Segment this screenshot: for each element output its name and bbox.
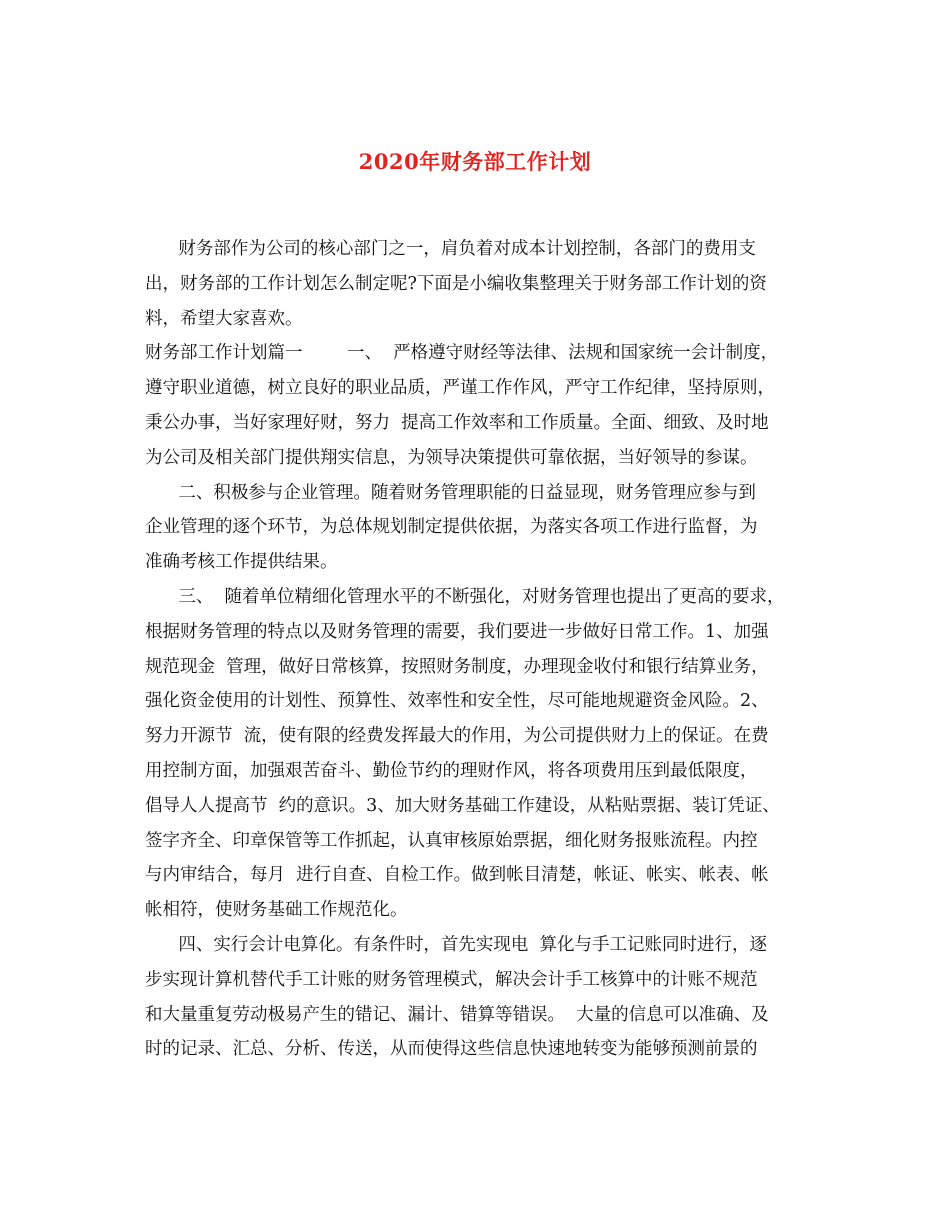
text-line: 财务部作为公司的核心部门之一，肩负着对成本计划控制，各部门的费用支 <box>145 239 756 259</box>
text-line: 努力开源节 流，使有限的经费发挥最大的作用，为公司提供财力上的保证。在费 <box>145 726 769 747</box>
text-line: 料，希望大家喜欢。 <box>145 308 303 329</box>
text-line: 三、 随着单位精细化管理水平的不断强化，对财务管理也提出了更高的要求， <box>145 586 785 607</box>
text-line: 二、积极参与企业管理。随着财务管理职能的日益显现，财务管理应参与到 <box>145 482 756 503</box>
text-line: 用控制方面，加强艰苦奋斗、勤俭节约的理财作风，将各项费用压到最低限度， <box>145 760 758 781</box>
text-line: 根据财务管理的特点以及财务管理的需要，我们要进一步做好日常工作。1、加强 <box>145 621 769 642</box>
text-line: 帐相符，使财务基础工作规范化。 <box>145 900 408 921</box>
text-line: 四、实行会计电算化。有条件时，首先实现电 算化与手工记账同时进行，逐 <box>145 934 767 955</box>
text-line: 遵守职业道德，树立良好的职业品质，严谨工作作风，严守工作纪律，坚持原则， <box>145 378 775 399</box>
text-line: 强化资金使用的计划性、预算性、效率性和安全性，尽可能地规避资金风险。2、 <box>145 691 769 712</box>
text-line: 时的记录、汇总、分析、传送，从而使得这些信息快速地转变为能够预测前景的 <box>145 1039 758 1060</box>
body-text <box>145 232 825 1067</box>
text-line: 财务部工作计划篇一 一、 严格遵守财经等法律、法规和国家统一会计制度， <box>145 343 779 364</box>
text-line: 与内审结合，每月 进行自查、自检工作。做到帐目清楚，帐证、帐实、帐表、帐 <box>145 865 769 886</box>
text-line: 步实现计算机替代手工计账的财务管理模式，解决会计手工核算中的计账不规范 <box>145 969 758 990</box>
text-line: 准确考核工作提供结果。 <box>145 552 338 573</box>
page-title: 2020年财务部工作计划 <box>358 149 592 174</box>
text-line: 规范现金 管理，做好日常核算，按照财务制度，办理现金收付和银行结算业务， <box>145 656 769 677</box>
text-line: 为公司及相关部门提供翔实信息，为领导决策提供可靠依据，当好领导的参谋。 <box>145 447 758 468</box>
text-line: 倡导人人提高节 约的意识。3、加大财务基础工作建设，从粘贴票据、装订凭证、 <box>145 795 780 816</box>
text-line: 企业管理的逐个环节，为总体规划制定提供依据，为落实各项工作进行监督，为 <box>145 517 758 538</box>
text-line: 出，财务部的工作计划怎么制定呢?下面是小编收集整理关于财务部工作计划的资 <box>145 273 767 294</box>
text-line: 签字齐全、印章保管等工作抓起，认真审核原始票据，细化财务报账流程。内控 <box>145 830 758 851</box>
text-line: 秉公办事，当好家理好财，努力 提高工作效率和工作质量。全面、细致、及时地 <box>145 412 769 433</box>
text-line: 和大量重复劳动极易产生的错记、漏计、错算等错误。 大量的信息可以准确、及 <box>145 1004 769 1025</box>
